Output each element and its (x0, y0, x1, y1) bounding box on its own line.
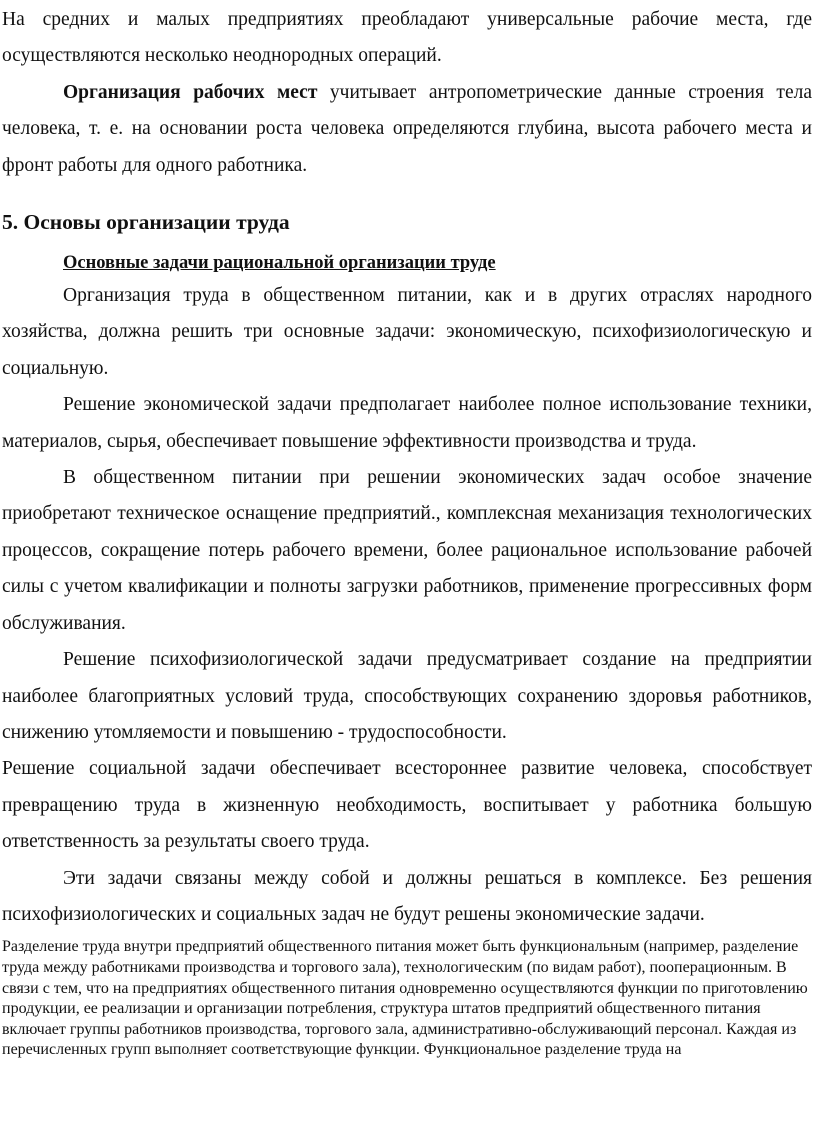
paragraph-division-of-labor: Разделение труда внутри предприятий общественного питания может быть функциональным (например, разделение труда между работниками производства и торгового зала), технологическим (по видам работ), пооперационным. В связи с тем, что на предприятиях общественного питания одновременно осуществляются функции по приготовлению продукции, ее реализации и организации потребления, структура штатов предприятий общественного питания включает группы работников производства, торгового зала, административно-обслуживающий персонал. Каждая из перечисленных групп выполняет соответствующие функции. Функциональное разделение труда на (2, 938, 808, 1059)
paragraph-psychophysiological-task: Решение психофизиологической задачи предусматривает создание на предприятии наиболее благоприятных условий труда, способствующих сохранению здоровья работников, снижению утомляемости и повышению - трудоспособности. (2, 649, 812, 743)
paragraph-tasks-related: Эти задачи связаны между собой и должны решаться в комплексе. Без решения психофизиологических и социальных задач не будут решены экономические задачи. (2, 867, 812, 925)
paragraph-body: учитывает антропометрические данные строения тела человека, т. е. на основании роста человека определяются глубина, высота рабочего места и фронт работы для одного работника. (2, 81, 812, 176)
paragraph-lead-bold: Организация рабочих мест (63, 81, 318, 103)
paragraph-universal-workplaces: На средних и малых предприятиях преобладают универсальные рабочие места, где осуществляются несколько неоднородных операций. (2, 9, 812, 67)
paragraph-workplace-organization (2, 75, 812, 184)
paragraph-economic-details: В общественном питании при решении экономических задач особое значение приобретают техническое оснащение предприятий., комплексная механизация технологических процессов, сокращение потерь рабочего времени, более рациональное использование рабочей силы с учетом квалификации и полноты загрузки работников, применение прогрессивных форм обслуживания. (2, 467, 812, 634)
paragraph-three-tasks: Организация труда в общественном питании, как и в других отраслях народного хозяйства, должна решить три основные задачи: экономическую, психофизиологическую и социальную. (2, 285, 812, 379)
paragraph-economic-task: Решение экономической задачи предполагает наиболее полное использование техники, материалов, сырья, обеспечивает повышение эффективности производства и труда. (2, 394, 812, 452)
section-heading: 5. Основы организации труда (2, 210, 290, 235)
paragraph-social-task: Решение социальной задачи обеспечивает всестороннее развитие человека, способствует превращению труда в жизненную необходимость, воспитывает у работника большую ответственность за результаты своего труда. (2, 758, 812, 853)
subheading: Основные задачи рациональной организации труде (63, 253, 496, 274)
